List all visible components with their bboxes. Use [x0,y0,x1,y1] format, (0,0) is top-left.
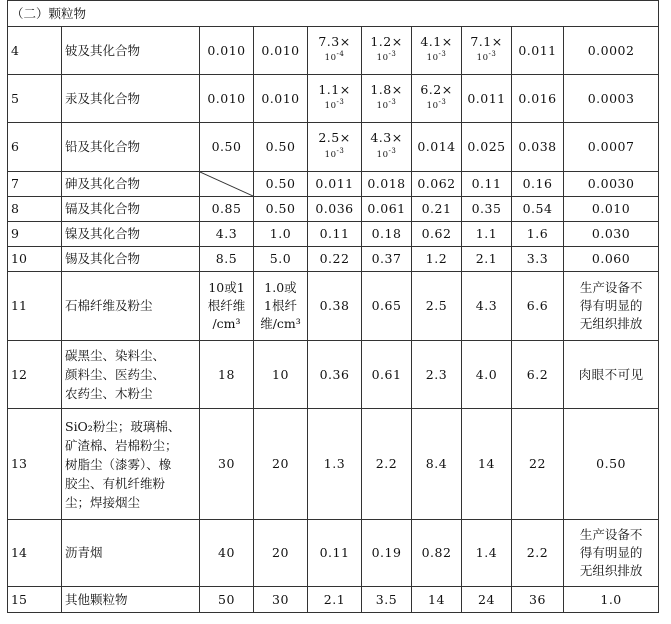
concentration-cell: 0.50 [254,123,308,172]
concentration-cell: 30 [254,587,308,613]
value-exponent: $10^{-3}$ [376,98,397,112]
table-row [8,409,659,520]
emission-limits-table [7,0,659,613]
concentration-cell: 0.50 [200,123,254,172]
value-cell: 0.036 [308,197,362,222]
concentration-cell: 0.010 [254,27,308,75]
value-mantissa: 1.1× [318,81,351,97]
pollutant-name: 砷及其化合物 [62,172,200,197]
row-number: 15 [8,587,62,613]
concentration-cell: 0.010 [254,75,308,123]
row-number: 13 [8,409,62,520]
concentration-cell: 50 [200,587,254,613]
exponent-power: -3 [336,98,345,107]
table-row [8,587,659,613]
value-exponent: $10^{-3}$ [324,98,345,112]
value-cell: 0.38 [308,272,362,341]
pollutant-name: 锡及其化合物 [62,247,200,272]
cell-line: 矿渣棉、岩棉粉尘； [65,437,178,453]
exponent-power: -3 [438,50,447,59]
value-cell: 0.61 [362,341,412,409]
concentration-cell: 4.3 [200,222,254,247]
value-cell: 0.82 [412,520,462,587]
boundary-limit-cell [564,272,659,341]
exponent-power: -3 [388,98,397,107]
value-cell: 0.038 [512,123,564,172]
value-cell: 0.061 [362,197,412,222]
exponent-power: -3 [438,98,447,107]
value-cell: 0.025 [462,123,512,172]
value-cell [412,27,462,75]
concentration-cell: 0.010 [200,75,254,123]
concentration-cell: 0.85 [200,197,254,222]
table-row [8,123,659,172]
value-cell: 0.65 [362,272,412,341]
row-number: 4 [8,27,62,75]
value-exponent: $10^{-3}$ [376,147,397,160]
cell-line: 得有明显的 [579,298,643,313]
cell-line: 碳黑尘、染料尘、 [65,348,166,363]
value-cell: 14 [412,587,462,613]
concentration-cell: 1.0 [254,222,308,247]
value-mantissa: 4.1× [420,33,453,49]
pollutant-name: 镉及其化合物 [62,197,200,222]
boundary-limit-cell: 肉眼不可见 [564,341,659,409]
value-cell: 1.6 [512,222,564,247]
cell-line: SiO₂粉尘；玻璃棉、 [65,418,181,434]
cell-line: 维/cm³ [260,316,301,331]
value-cell: 22 [512,409,564,520]
value-cell: 1.2 [412,247,462,272]
value-cell: 0.062 [412,172,462,197]
value-cell [412,75,462,123]
row-number: 10 [8,247,62,272]
boundary-limit-cell [564,520,659,587]
cell-line: 无组织排放 [579,316,643,331]
value-cell: 6.2 [512,341,564,409]
table-row [8,222,659,247]
cell-line: 无组织排放 [579,563,643,578]
value-cell: 2.2 [512,520,564,587]
value-cell: 0.35 [462,197,512,222]
boundary-limit-cell: 0.0002 [564,27,659,75]
exponent-power: -3 [388,147,397,156]
value-exponent: $10^{-4}$ [324,50,345,64]
value-cell: 24 [462,587,512,613]
value-cell [308,123,362,172]
value-mantissa: 1.8× [370,81,403,97]
row-number: 9 [8,222,62,247]
cell-line: 得有明显的 [579,545,643,560]
boundary-limit-cell: 0.0007 [564,123,659,172]
cell-line: 生产设备不 [579,527,643,542]
value-cell: 0.011 [512,27,564,75]
pollutant-name: 镍及其化合物 [62,222,200,247]
row-number: 14 [8,520,62,587]
diagonal-line-icon [200,172,253,196]
boundary-limit-cell: 1.0 [564,587,659,613]
row-number: 11 [8,272,62,341]
row-number: 6 [8,123,62,172]
value-cell: 0.62 [412,222,462,247]
boundary-limit-cell: 0.50 [564,409,659,520]
value-cell: 0.16 [512,172,564,197]
cell-line: 胶尘、有机纤维粉 [65,475,166,491]
exponent-power: -3 [336,147,345,156]
value-cell: 0.36 [308,341,362,409]
row-number: 5 [8,75,62,123]
value-cell: 2.3 [412,341,462,409]
value-exponent: $10^{-3}$ [426,98,447,112]
pollutant-name: 铅及其化合物 [62,123,200,172]
value-mantissa: 7.1× [470,33,503,49]
not-applicable-slash [200,172,254,197]
boundary-limit-cell: 0.010 [564,197,659,222]
boundary-limit-cell: 0.030 [564,222,659,247]
pollutant-name: 石棉纤维及粉尘 [62,272,200,341]
concentration-cell [254,272,308,341]
value-exponent: $10^{-3}$ [324,147,345,160]
concentration-cell: 18 [200,341,254,409]
exponent-power: -3 [488,50,497,59]
cell-line: 农药尘、木粉尘 [65,386,153,401]
value-mantissa: 7.3× [318,33,351,49]
concentration-cell: 20 [254,409,308,520]
table-row [8,75,659,123]
value-cell: 0.016 [512,75,564,123]
value-cell: 36 [512,587,564,613]
value-cell [362,27,412,75]
row-number: 7 [8,172,62,197]
concentration-cell: 40 [200,520,254,587]
pollutant-name [62,409,200,520]
value-cell [462,27,512,75]
table-row [8,341,659,409]
concentration-cell: 8.5 [200,247,254,272]
table-row [8,27,659,75]
cell-line: 生产设备不 [579,280,643,295]
value-cell: 2.5 [412,272,462,341]
cell-line: 1根纤 [264,298,297,313]
section-header-row [8,1,659,27]
cell-line: 1.0或 [264,280,297,295]
row-number: 12 [8,341,62,409]
value-cell: 0.018 [362,172,412,197]
value-exponent: $10^{-3}$ [476,50,497,64]
concentration-cell: 5.0 [254,247,308,272]
value-cell: 14 [462,409,512,520]
value-exponent: $10^{-3}$ [376,50,397,64]
value-cell: 4.3 [462,272,512,341]
value-mantissa: 2.5× [318,130,351,146]
value-cell: 2.1 [462,247,512,272]
value-cell: 0.18 [362,222,412,247]
cell-line: 10或1 [208,280,245,295]
pollutant-name: 汞及其化合物 [62,75,200,123]
value-cell: 6.6 [512,272,564,341]
value-cell [362,75,412,123]
table-row [8,247,659,272]
value-cell: 2.1 [308,587,362,613]
value-cell: 0.014 [412,123,462,172]
value-cell: 0.011 [308,172,362,197]
value-cell: 0.37 [362,247,412,272]
value-cell: 1.4 [462,520,512,587]
pollutant-name: 其他颗粒物 [62,587,200,613]
value-cell: 0.11 [462,172,512,197]
concentration-cell: 30 [200,409,254,520]
pollutant-name: 沥青烟 [62,520,200,587]
value-exponent: $10^{-3}$ [426,50,447,64]
value-cell: 1.1 [462,222,512,247]
value-cell: 3.3 [512,247,564,272]
concentration-cell: 0.50 [254,172,308,197]
section-title: （二）颗粒物 [8,1,659,27]
boundary-limit-cell: 0.060 [564,247,659,272]
value-cell [362,123,412,172]
boundary-limit-cell: 0.0003 [564,75,659,123]
cell-line: 根纤维 [207,298,246,313]
cell-line: /cm³ [212,316,241,331]
concentration-cell: 0.50 [254,197,308,222]
concentration-cell: 0.010 [200,27,254,75]
value-cell: 3.5 [362,587,412,613]
value-cell [308,27,362,75]
value-cell: 0.11 [308,222,362,247]
value-cell: 0.54 [512,197,564,222]
concentration-cell [200,272,254,341]
value-mantissa: 4.3× [370,130,403,146]
cell-line: 颜料尘、医药尘、 [65,367,166,382]
exponent-power: -4 [336,50,345,59]
cell-line: 树脂尘（漆雾）、橡 [65,456,172,472]
value-cell: 0.22 [308,247,362,272]
table-row [8,520,659,587]
table-row [8,172,659,197]
value-cell: 0.21 [412,197,462,222]
pollutant-name: 铍及其化合物 [62,27,200,75]
value-cell: 0.19 [362,520,412,587]
value-cell: 0.011 [462,75,512,123]
table-row [8,197,659,222]
value-mantissa: 1.2× [370,33,403,49]
value-cell: 0.11 [308,520,362,587]
value-cell: 2.2 [362,409,412,520]
row-number: 8 [8,197,62,222]
pollutant-name [62,341,200,409]
concentration-cell: 10 [254,341,308,409]
concentration-cell: 20 [254,520,308,587]
table-row [8,272,659,341]
value-cell: 4.0 [462,341,512,409]
exponent-power: -3 [388,50,397,59]
boundary-limit-cell: 0.0030 [564,172,659,197]
cell-line: 尘；焊接烟尘 [65,494,141,510]
value-cell [308,75,362,123]
value-cell: 8.4 [412,409,462,520]
value-cell: 1.3 [308,409,362,520]
value-mantissa: 6.2× [420,81,453,97]
